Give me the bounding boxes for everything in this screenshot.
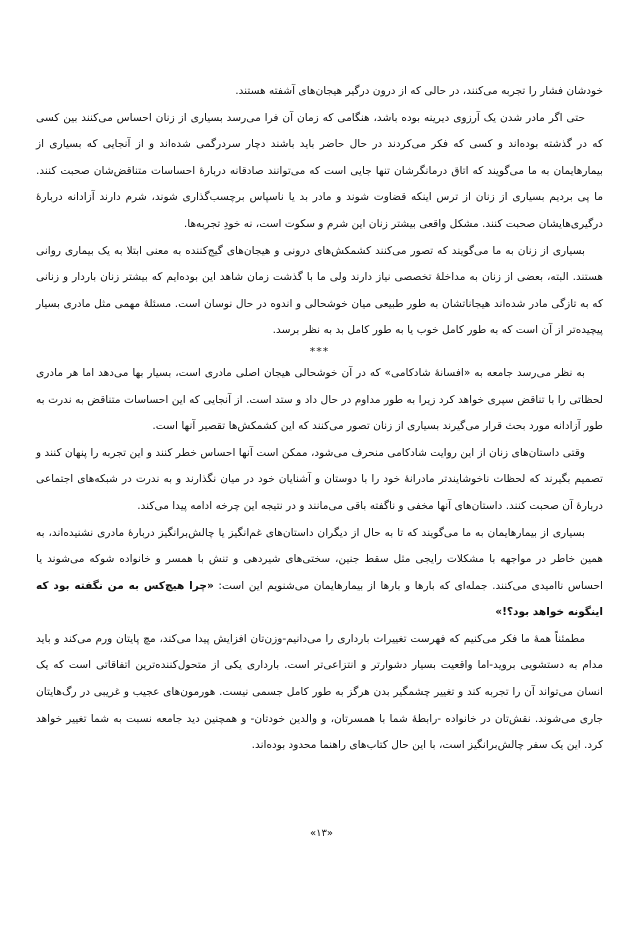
paragraph-3: بسیاری از زنان به ما می‌گویند که تصور می‌کنند کشمکش‌های درونی و هیجان‌های گیج‌کننده به معنی ابتلا به یک بیماری روانی هستند. البته، بعضی از زنان به مداخلهٔ تخصصی نیاز دارند ولی ما با گذشت زمان شاهد این بوده‌ایم که بیشتر زنان باردار و زنانی که به تازگی مادر شده‌اند هیجاناتشان به طور طبیعی میان خوشحالی و اندوه در حال نوسان است. مسئلهٔ مهمی مثل مادری بسیار پیچیده‌تر از آن است که به طور کامل خوب یا به طور کامل بد به نظر برسد.: [36, 244, 603, 337]
paragraph-6: [36, 520, 603, 626]
paragraph-4: به نظر می‌رسد جامعه به «افسانهٔ شادکامی» که در آن خوشحالی هیجان اصلی مادری است، بسیار بها می‌دهد اما هر مادری لحظاتی را با تناقض سپری خواهد کرد زیرا به طور مداوم در حال داد و ستد است. از آنجایی که این احساسات متناقض به ندرت به طور آزادانه مورد بحث قرار می‌گیرند بسیاری از زنان تصور می‌کنند که این کشمکش‌ها تقصیر آنها است.: [36, 366, 603, 433]
page-number: «۱۳»: [310, 828, 333, 839]
bold-quote: «چرا هیچ‌کس به من نگفته بود که اینگونه خواهد بود؟!»: [36, 579, 603, 619]
paragraph-7: مطمئناً همهٔ ما فکر می‌کنیم که فهرست تغییرات بارداری را می‌دانیم-وزن‌تان افزایش پیدا می‌کند، مچ پایتان ورم می‌کند و باید مدام به دستشویی بروید-اما واقعیت بسیار دشوارتر و انتزاعی‌تر است. بارداری یکی از متحول‌کننده‌ترین اتفاقاتی است که یک انسان می‌تواند آن را تجربه کند و تغییر چشمگیر بدن هرگز به طور کامل جسمی نیست. هورمون‌های عجیب و غریبی در رگ‌هایتان جاری می‌شوند. نقش‌تان در خانواده -رابطهٔ شما با همسرتان، و والدین خودتان- و همچنین دید جامعه نسبت به شما تغییر خواهد کرد. این یک سفر چالش‌برانگیز است، با این حال کتاب‌های راهنما محدود بوده‌اند.: [36, 632, 603, 752]
paragraph-1: خودشان فشار را تجربه می‌کنند، در حالی که از درون درگیر هیجان‌های آشفته هستند.: [235, 85, 603, 97]
paragraph-6-text: بسیاری از بیمارهایمان به ما می‌گویند که تا به حال از دیگران داستان‌های غم‌انگیز یا چالش‌برانگیز دربارهٔ مادری نشنیده‌اند، به همین خاطر در مواجهه با مشکلات رایجی مثل سقط جنین، سختی‌های شیردهی و تنش با همسر و خانواده شوکه می‌شوند یا احساس ناامیدی می‌کنند. جمله‌ای که بارها و بارها از بیمارهایمان می‌شنویم این است:: [36, 526, 603, 592]
paragraph-2: حتی اگر مادر شدن یک آرزوی دیرینه بوده باشد، هنگامی که زمان آن فرا می‌رسد بسیاری از زنان احساس می‌کنند بین کسی که در گذشته بوده‌اند و کسی که فکر می‌کردند در حال حاضر باید باشند دچار سردرگمی شده‌اند و از آنجایی که بسیاری از بیمارهایمان به ما می‌گویند که اتاق درمانگرشان تنها جایی است که می‌توانند صادقانه دربارهٔ احساسات متناقض‌شان صحبت کنند. ما پی بردیم بسیاری از زنان از ترس اینکه قضاوت شوند و مادر بد یا ناسپاس برچسب‌گذاری شوند، شرم دارند آزادانه دربارهٔ درگیری‌هایشان صحبت کنند. مشکل واقعی بیشتر زنان این شرم و سکوت است، نه خودِ تجربه‌ها.: [36, 111, 603, 230]
paragraph-5: وقتی داستان‌های زنان از این روایت شادکامی منحرف می‌شود، ممکن است آنها احساس خطر کنند و این تجربه را پنهان کنند و تصمیم بگیرند که لحظات ناخوشایندتر مادرانهٔ خود را با دوستان و آشنایان خود در میان نگذارند و به ندرت در شبکه‌های اجتماعی دربارهٔ آن صحبت کنند. داستان‌های آنها مخفی و ناگفته باقی می‌مانند و در نتیجه این چرخه ادامه پیدا می‌کند.: [36, 446, 603, 512]
body-text: [36, 78, 603, 759]
section-separator: ***: [309, 344, 330, 358]
